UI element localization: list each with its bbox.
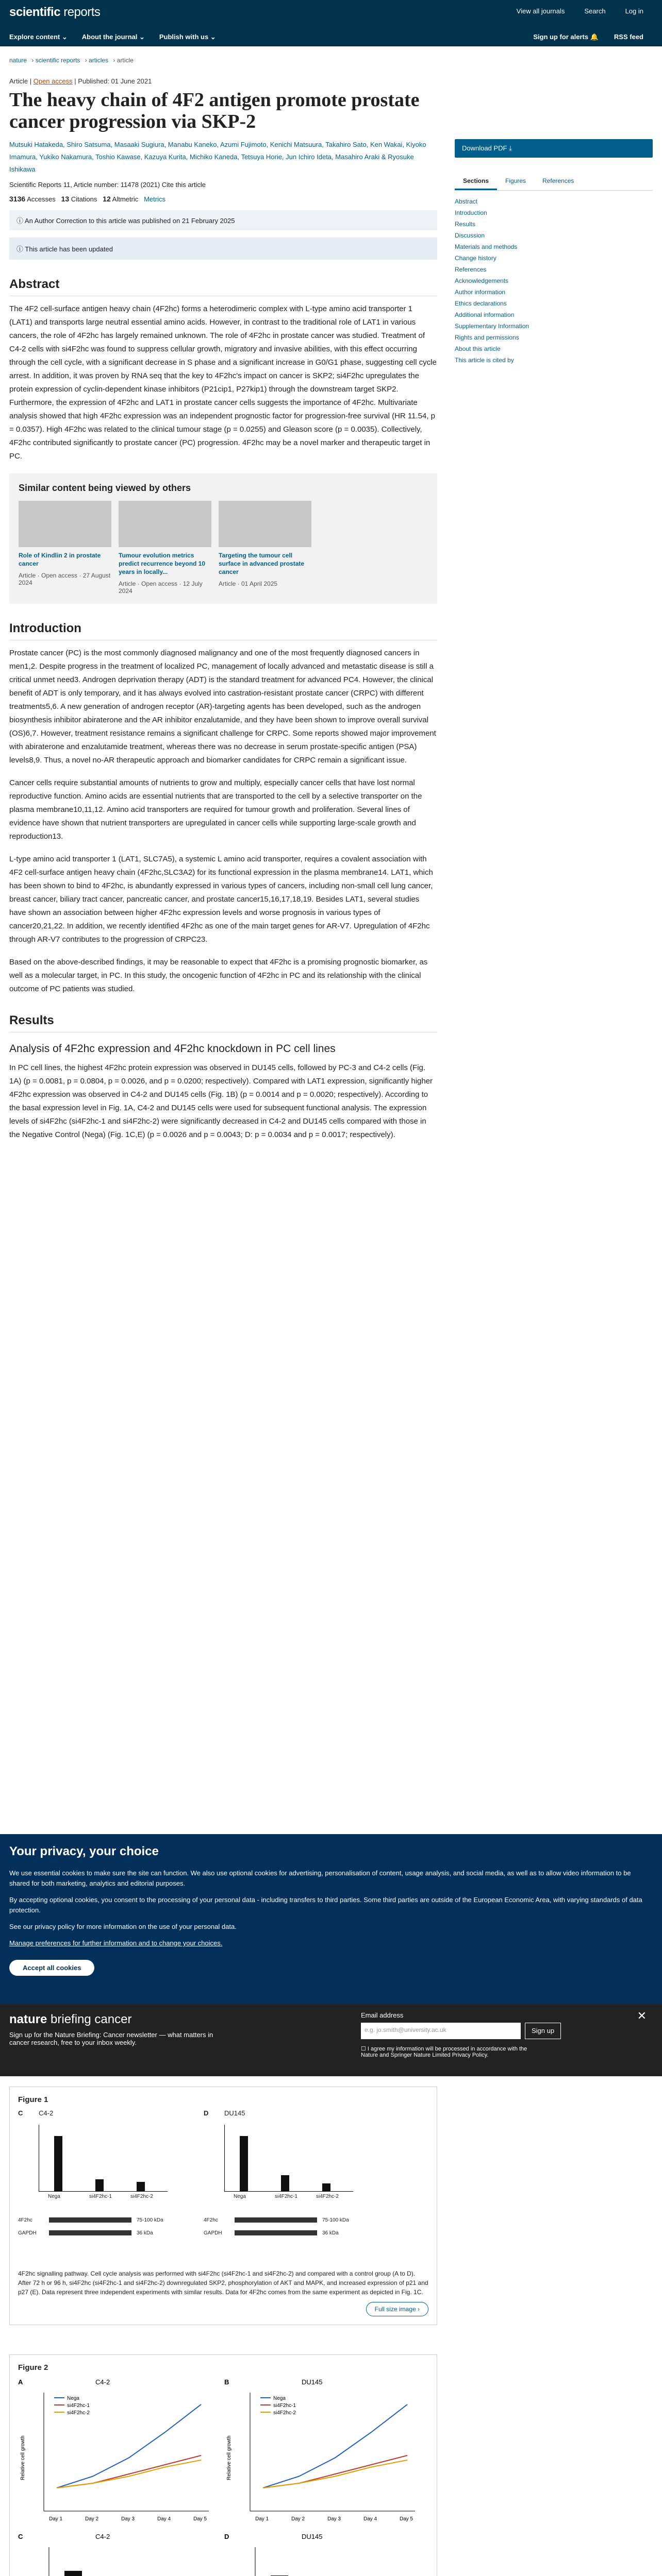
tick-label: Day 1 bbox=[49, 2516, 63, 2522]
tick-label: Nega bbox=[234, 2194, 246, 2199]
sidebar-section-link[interactable]: Rights and permissions bbox=[455, 334, 519, 341]
tick-label: si4F2hc-2 bbox=[130, 2194, 153, 2199]
updated-notice[interactable]: ⓘ This article has been updated bbox=[9, 238, 437, 260]
sidebar-section-link[interactable]: This article is cited by bbox=[455, 357, 514, 364]
series-line bbox=[263, 2404, 407, 2488]
breadcrumb-item[interactable]: articles bbox=[89, 57, 109, 64]
info-icon: ⓘ bbox=[16, 245, 25, 253]
panel-title: DU145 bbox=[302, 2533, 323, 2540]
author-list[interactable]: Mutsuki Hatakeda, Shiro Satsuma, Masaaki Sugiura, Manabu Kaneko, Azumi Fujimoto, Kenichi Matsuura, Takahiro Sato, Ken Wakai, Kiyoko Imamura, Yukiko Nakamura, Toshio Kawase, Kazuya Kurita, Michiko Kaneda, Tetsuya Horie, Jun Ichiro Ideta, Masahiro Araki & Ryosuke Ishikawa bbox=[9, 141, 426, 173]
bar-chart-c bbox=[18, 2120, 173, 2207]
sidebar-section-link[interactable]: Additional information bbox=[455, 311, 515, 318]
download-pdf-button[interactable]: Download PDF ⤓ bbox=[455, 139, 653, 158]
tick-label: Day 4 bbox=[157, 2516, 171, 2522]
card-thumbnail bbox=[19, 501, 111, 547]
kda-label: 36 kDa bbox=[322, 2230, 339, 2236]
intro-paragraph: Prostate cancer (PC) is the most commonly diagnosed malignancy and one of the most frequently diagnosed cancers in men1,2. Despite progress in the treatment of localized PC, management of locally advanced and metastatic disease is still a critical unmet need3. Androgen deprivation therapy (ADT) is the standard treatment for advanced PC4. However, the clinical benefit of ADT is only temporary, and it has always evolved into castration-resistant prostate cancer (CRPC) with different treatments5,6. A new generation of androgen receptor (AR)-targeting agents has been developed, such as the androgen biosynthesis inhibitor abiraterone and the AR inhibitor enzalutamide, and they have been shown to improve overall survival (OS)6,7. However, treatment resistance remains a significant challenge for CRPC. Some reports showed major improvement with abiraterone and enzalutamide treatment, whereas there was no decrease in serum prostate-specific antigen (PSA) levels8,9. Thus, a novel no-AR therapeutic approach and biomarker candidates for CRPC remain a significant issue. bbox=[9, 649, 436, 765]
author-correction-notice[interactable]: ⓘ An Author Correction to this article was published on 21 February 2025 bbox=[9, 210, 437, 230]
info-icon: ⓘ bbox=[16, 217, 25, 225]
sidebar-tabs bbox=[455, 173, 653, 191]
panel-label: A bbox=[18, 2378, 23, 2386]
kda-label: 75-100 kDa bbox=[137, 2217, 163, 2223]
similar-card[interactable]: Tumour evolution metrics predict recurrence beyond 10 years in locally... Article · Open access · 12 July 2024 bbox=[119, 501, 211, 595]
western-blot-band bbox=[49, 2217, 131, 2223]
nav-about[interactable]: About the journal ⌄ bbox=[81, 33, 145, 41]
bar bbox=[322, 2183, 330, 2192]
figure-title: Figure 2 bbox=[18, 2363, 48, 2372]
nav-explore[interactable]: Explore content ⌄ bbox=[9, 33, 68, 41]
sidebar-section-link[interactable]: Acknowledgements bbox=[455, 277, 509, 284]
tick-label: Day 1 bbox=[255, 2516, 269, 2522]
accept-cookies-button[interactable]: Accept all cookies bbox=[9, 1960, 94, 1976]
western-blot-band bbox=[235, 2217, 317, 2223]
panel-label: D bbox=[224, 2533, 229, 2540]
article-metrics: 3136 Accesses 13 Citations 12 Altmetric Metrics bbox=[9, 195, 166, 203]
tick-label: Day 5 bbox=[400, 2516, 413, 2522]
newsletter-description: Sign up for the Nature Briefing: Cancer newsletter — what matters in cancer research, free to your inbox weekly. bbox=[9, 2031, 213, 2046]
figure-2-svg bbox=[18, 2377, 428, 2576]
email-label: Email address bbox=[361, 2011, 404, 2019]
wb-label: 4F2hc bbox=[204, 2217, 218, 2223]
bar bbox=[281, 2175, 289, 2192]
breadcrumb-item[interactable]: scientific reports bbox=[35, 57, 80, 64]
legend-entry: si4F2hc-2 bbox=[273, 2410, 296, 2416]
privacy-policy-link[interactable]: See our privacy policy for more information on the use of your personal data. bbox=[9, 1923, 237, 1930]
figure-1-panels bbox=[18, 2109, 428, 2264]
sidebar-section-link[interactable]: Author information bbox=[455, 289, 506, 296]
article-main bbox=[9, 77, 437, 1151]
figure-2-panels bbox=[18, 2377, 428, 2576]
newsletter-brand: nature briefing cancer bbox=[9, 2012, 132, 2026]
intro-paragraph: Based on the above-described findings, it may be reasonable to expect that 4F2hc is a promising prognostic biomarker, as well as a molecular target, in PC. In this study, the oncogenic function of 4F2hc in PC and its relationship with the clinical outcome of PC patients was studied. bbox=[9, 958, 428, 993]
breadcrumb-item: article bbox=[117, 57, 134, 64]
article-meta: Article | Open access | Published: 01 June 2021 bbox=[9, 77, 152, 85]
card-thumbnail bbox=[119, 501, 211, 547]
sidebar-section-link[interactable]: Change history bbox=[455, 255, 496, 262]
panel-title: C4-2 bbox=[39, 2109, 54, 2117]
view-all-journals-link[interactable]: View all journals bbox=[516, 7, 565, 15]
bar-chart-d bbox=[204, 2120, 358, 2207]
legend-entry: Nega bbox=[273, 2396, 286, 2401]
intro-paragraph: Cancer cells require substantial amounts of nutrients to grow and multiply, especially cancer cells that have lost normal reproductive function. Amino acids are essential nutrients that are transported to the cell by a selective transporter on the plasma membrane10,11,12. Amino acid transporters are required for tumour growth and proliferation. Several lines of evidence have shown that nutrient transporters are upregulated in cancer cells while supporting large-scale growth and reproduction13. bbox=[9, 778, 422, 841]
tab-sections[interactable]: Sections bbox=[455, 173, 497, 190]
introduction-heading: Introduction bbox=[9, 621, 437, 640]
site-header bbox=[0, 0, 662, 46]
abstract-text: The 4F2 cell-surface antigen heavy chain (4F2hc) forms a heterodimeric complex with L-type amino acid transporter 1 (LAT1) and transports large neutral essential amino acids. However, in contrast to the traditional role of LAT1 in various cancers, the role of 4F2hc has largely remained unknown. The role of 4F2hc in prostate cancer was studied. Treatment of C4-2 cells with si4F2hc was found to suppress cellular growth, migratory and invasive abilities, with this effect occurring through the cell cycle, with a significant decrease in S phase and a significant increase in G0/G1 phase, suggesting cell cycle arrest. In addition, it was proven by RNA seq that the key to 4F2hc's impact on cancer is SKP2; si4F2hc upregulates the protein expression of cyclin-dependent kinase inhibitors (P21cip1, P27kip1) through the downstream target SKP2. Furthermore, the expression of 4F2hc and LAT1 in prostate cancer cells suggests the importance of 4F2hc. Multivariate analysis showed that high 4F2hc expression was an independent prognostic factor for progression-free survival (HR 11.54, p = 0.0357). High 4F2hc was related to the clinical tumour stage (p = 0.0255) and Gleason score (p = 0.0035). Collectively, 4F2hc contributed significantly to prostate cancer (PC) progression. 4F2hc may be a novel marker and therapeutic target in PC. bbox=[9, 304, 437, 461]
panel-label: B bbox=[224, 2378, 229, 2386]
tick-label: Nega bbox=[48, 2194, 60, 2199]
sidebar-section-link[interactable]: Supplementary Information bbox=[455, 323, 529, 330]
cookie-heading: Your privacy, your choice bbox=[9, 1844, 159, 1858]
section-list bbox=[455, 196, 653, 366]
published-date: Published: 01 June 2021 bbox=[78, 77, 152, 85]
western-blot-band bbox=[49, 2230, 131, 2235]
close-icon[interactable]: ✕ bbox=[637, 2009, 647, 2022]
panel-label: C bbox=[18, 2109, 23, 2117]
bar bbox=[64, 2571, 82, 2576]
figure-1-region bbox=[9, 2081, 437, 2325]
figure-caption: 4F2hc signalling pathway. Cell cycle analysis was performed with si4F2hc (si4F2hc-1 and si4F2hc-2) and compared with a control group (A to D). After 72 h or 96 h, si4F2hc (si4F2hc-1 and si4F2hc-2) downregulated SKP2, phosphorylation of AKT and MAPK, and increased expression of p21 and p27 (E). Data represent three independent experiments with similar results. Data for 4F2hc comes from the same experiment as depicted in Fig. 1C. bbox=[18, 2270, 428, 2296]
western-blot-band bbox=[235, 2230, 317, 2235]
tick-label: si4F2hc-1 bbox=[89, 2194, 112, 2199]
sidebar-section-link[interactable]: Introduction bbox=[455, 209, 487, 216]
card-thumbnail bbox=[219, 501, 311, 547]
manage-preferences-link[interactable]: Manage preferences for further information and to change your choices. bbox=[9, 1939, 223, 1947]
panel-label: D bbox=[204, 2109, 209, 2117]
wb-label: GAPDH bbox=[204, 2230, 222, 2236]
intro-paragraph: L-type amino acid transporter 1 (LAT1, SLC7A5), a systemic L amino acid transporter, requires a covalent association with 4F2 cell-surface antigen heavy chain (4F2hc,SLC3A2) for its functional expression in the plasma membrane14. LAT1, which has been shown to bind to 4F2hc, is abundantly expressed in various types of cancers, including non-small cell lung cancer, breast cancer, biliary tract cancer, pancreatic cancer, and prostate cancer15,16,17,18,19. Besides LAT1, several studies have shown an association between higher 4F2hc expression levels and worse prognosis in various types of cancer20,21,22. In addition, we recently identified 4F2hc as one of the main target genes for AR-V7. Upregulation of 4F2hc through AR-V7 contributes to the progression of CRPC23. bbox=[9, 855, 433, 944]
sidebar-section-link[interactable]: Discussion bbox=[455, 232, 485, 239]
newsletter-banner bbox=[0, 2004, 662, 2076]
panel-title: DU145 bbox=[224, 2109, 245, 2117]
breadcrumb-item[interactable]: nature bbox=[9, 57, 27, 64]
privacy-agree-checkbox[interactable]: ☐ I agree my information will be processed in accordance with the Nature and Springer Nature Limited Privacy Policy. bbox=[361, 2046, 527, 2058]
tick-label: Day 2 bbox=[85, 2516, 99, 2522]
breadcrumb: nature › scientific reports › articles › article bbox=[9, 57, 134, 64]
similar-heading: Similar content being viewed by others bbox=[19, 483, 191, 493]
tick-label: Day 3 bbox=[327, 2516, 341, 2522]
panel-label: C bbox=[18, 2533, 23, 2540]
panel-title: C4-2 bbox=[95, 2533, 110, 2540]
panel-title: DU145 bbox=[302, 2378, 323, 2386]
wb-label: 4F2hc bbox=[18, 2217, 32, 2223]
similar-content bbox=[9, 473, 437, 604]
cookie-text: We use essential cookies to make sure the site can function. We also use optional cookies for advertising, personalisation of content, usage analysis, and social media, as well as to allow video information to be shared for both marketing, analytics and editorial purposes. bbox=[9, 1869, 631, 1887]
panel-title: C4-2 bbox=[95, 2378, 110, 2386]
series-line bbox=[263, 2455, 407, 2488]
wb-label: GAPDH bbox=[18, 2230, 37, 2236]
bar bbox=[240, 2136, 248, 2192]
bar bbox=[54, 2136, 62, 2192]
bar bbox=[95, 2179, 104, 2192]
figure-1 bbox=[9, 2087, 437, 2325]
similar-card[interactable]: Targeting the tumour cell surface in advanced prostate cancer Article · 01 April 2025 bbox=[219, 501, 311, 595]
series-line bbox=[57, 2404, 201, 2488]
sidebar-section-link[interactable]: About this article bbox=[455, 345, 501, 352]
figure-title: Figure 1 bbox=[18, 2095, 48, 2104]
kda-label: 75-100 kDa bbox=[322, 2217, 349, 2223]
legend-entry: si4F2hc-1 bbox=[273, 2403, 296, 2409]
figure-2-region bbox=[9, 2349, 437, 2576]
tick-label: si4F2hc-2 bbox=[316, 2194, 339, 2199]
download-icon: ⤓ bbox=[509, 144, 512, 152]
journal-citation: Scientific Reports 11, Article number: 11478 (2021) Cite this article bbox=[9, 181, 206, 189]
signup-alerts-link[interactable]: Sign up for alerts 🔔 bbox=[533, 33, 599, 41]
article-title: The heavy chain of 4F2 antigen promote prostate cancer progression via SKP-2 bbox=[9, 89, 420, 132]
sidebar-section-link[interactable]: Materials and methods bbox=[455, 243, 518, 250]
site-logo[interactable]: scientific reports bbox=[9, 5, 101, 19]
kda-label: 36 kDa bbox=[137, 2230, 153, 2236]
full-size-image-button[interactable]: Full size image › bbox=[366, 2302, 428, 2316]
results-paragraph: In PC cell lines, the highest 4F2hc protein expression was observed in DU145 cells, followed by PC-3 and C4-2 cells (Fig. 1A) (p = 0.0081, p = 0.0804, p = 0.0026, and p = 0.0200; respectively). Compared with LAT1 expression, significantly higher 4F2hc expression was observed in C4-2 and DU145 cells (Fig. 1B) (p = 0.0014 and p = 0.0020; respectively). According to the basal expression level in Fig. 1A, C4-2 and DU145 cells were used for subsequent functional analysis. The expression levels of si4F2hc (si4F2hc-1 and si4F2hc-2) were significantly decreased in C4-2 and DU145 cells compared with those in the Negative Control (Nega) (Fig. 1C,E) (p = 0.0026 and p = 0.0043; D: p = 0.0034 and p = 0.0017; respectively). bbox=[9, 1063, 433, 1139]
series-line bbox=[57, 2455, 201, 2488]
search-link[interactable]: Search bbox=[584, 7, 606, 15]
figure-2 bbox=[9, 2354, 437, 2576]
results-subheading: Analysis of 4F2hc expression and 4F2hc knockdown in PC cell lines bbox=[9, 1043, 336, 1055]
email-input[interactable]: e.g. jo.smith@university.ac.uk bbox=[361, 2023, 521, 2039]
tab-references[interactable]: References bbox=[542, 177, 574, 184]
tick-label: Day 4 bbox=[363, 2516, 377, 2522]
results-heading: Results bbox=[9, 1013, 437, 1032]
similar-card[interactable]: Role of Kindlin 2 in prostate cancer Article · Open access · 27 August 2024 bbox=[19, 501, 111, 595]
nav-publish[interactable]: Publish with us ⌄ bbox=[159, 33, 216, 41]
y-axis bbox=[224, 2125, 225, 2192]
tick-label: Day 3 bbox=[121, 2516, 135, 2522]
open-access-badge[interactable]: Open access bbox=[33, 77, 73, 85]
sidebar bbox=[455, 77, 653, 366]
cookie-text: By accepting optional cookies, you consent to the processing of your personal data - including transfers to third parties. Some third parties are outside of the European Economic Area, with varying standards of data protection. bbox=[9, 1896, 642, 1914]
y-axis-label: Relative cell growth bbox=[226, 2435, 232, 2480]
tick-label: Day 2 bbox=[291, 2516, 305, 2522]
article-type: Article bbox=[9, 77, 28, 85]
tick-label: si4F2hc-1 bbox=[275, 2194, 297, 2199]
abstract-heading: Abstract bbox=[9, 277, 437, 296]
y-axis-label: Relative cell growth bbox=[20, 2435, 26, 2480]
legend-entry: si4F2hc-1 bbox=[67, 2403, 90, 2409]
sidebar-section-link[interactable]: Results bbox=[455, 221, 476, 228]
bar bbox=[137, 2182, 145, 2192]
tick-label: Day 5 bbox=[193, 2516, 207, 2522]
sidebar-section-link[interactable]: Abstract bbox=[455, 198, 478, 205]
metrics-link[interactable]: Metrics bbox=[144, 195, 166, 203]
rss-link[interactable]: RSS feed bbox=[614, 33, 643, 41]
cookie-banner bbox=[0, 1834, 662, 2004]
sidebar-section-link[interactable]: Ethics declarations bbox=[455, 300, 507, 307]
tab-figures[interactable]: Figures bbox=[505, 177, 526, 184]
legend-entry: si4F2hc-2 bbox=[67, 2410, 90, 2416]
newsletter-signup-button[interactable]: Sign up bbox=[525, 2023, 561, 2039]
legend-entry: Nega bbox=[67, 2396, 79, 2401]
login-link[interactable]: Log in bbox=[625, 7, 643, 15]
sidebar-section-link[interactable]: References bbox=[455, 266, 487, 273]
